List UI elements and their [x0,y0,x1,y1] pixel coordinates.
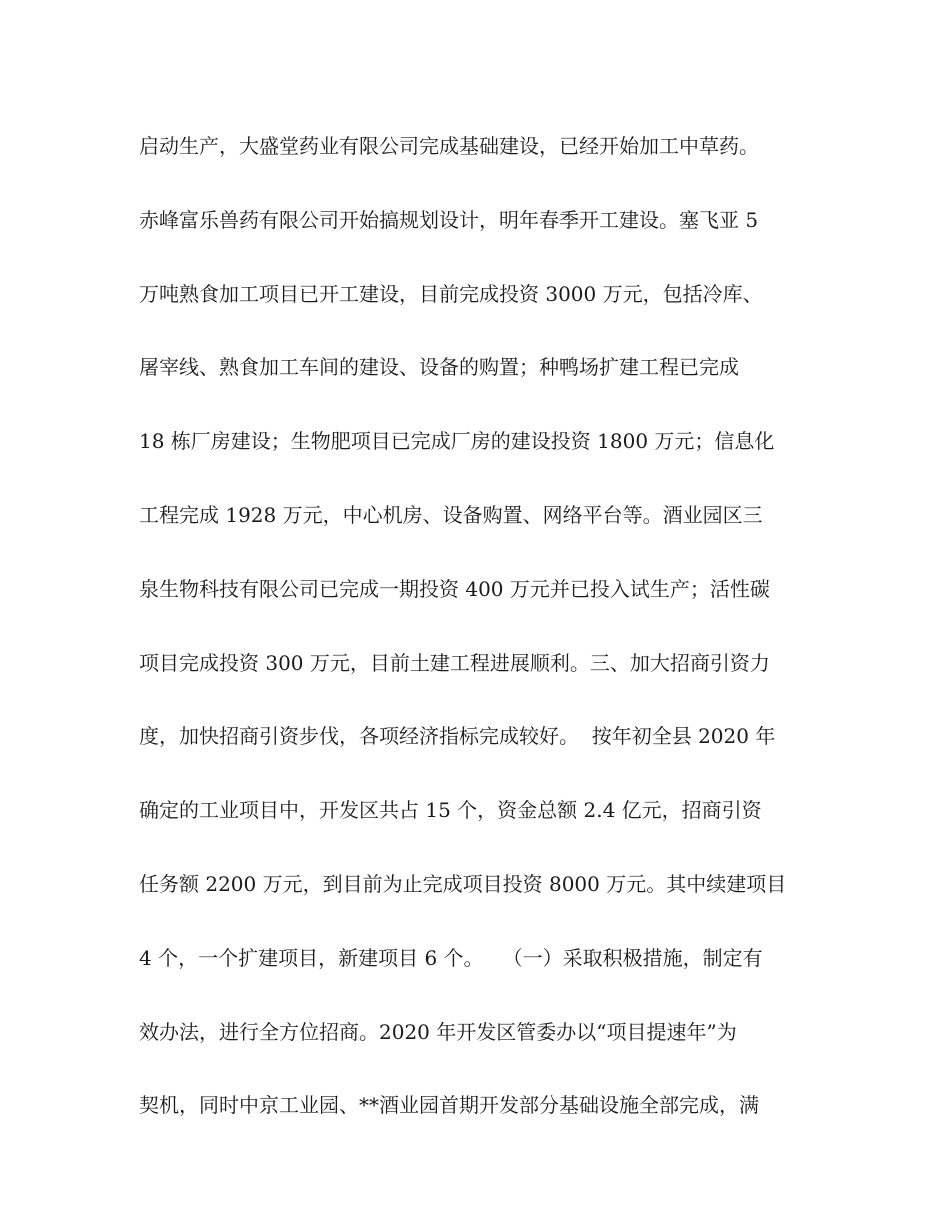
text-line-13: 效办法，进行全方位招商。2020 年开发区管委办以“项目提速年”为 [139,1019,737,1044]
text-line-3: 万吨熟食加工项目已开工建设，目前完成投资 3000 万元，包括冷库、 [139,281,763,306]
text-line-2: 赤峰富乐兽药有限公司开始搞规划设计，明年春季开工建设。塞飞亚 5 [139,207,759,232]
body-text [139,124,819,1157]
text-line-11: 任务额 2200 万元，到目前为止完成项目投资 8000 万元。其中续建项目 [139,871,787,896]
text-line-4: 屠宰线、熟食加工车间的建设、设备的购置；种鸭场扩建工程已完成 [139,355,739,380]
text-line-9: 度，加快招商引资步伐，各项经济指标完成较好。 按年初全县 2020 年 [139,724,776,749]
text-line-10: 确定的工业项目中，开发区共占 15 个，资金总额 2.4 亿元，招商引资 [139,798,762,823]
text-line-14: 契机，同时中京工业园、**酒业园首期开发部分基础设施全部完成，满 [139,1093,759,1118]
text-line-7: 泉生物科技有限公司已完成一期投资 400 万元并已投入试生产；活性碳 [139,576,770,601]
text-line-8: 项目完成投资 300 万元，目前土建工程进展顺利。三、加大招商引资力 [139,650,770,675]
text-line-12: 4 个，一个扩建项目，新建项目 6 个。 （一）采取积极措施，制定有 [139,945,763,970]
text-line-5: 18 栋厂房建设；生物肥项目已完成厂房的建设投资 1800 万元；信息化 [139,429,775,454]
text-line-6: 工程完成 1928 万元，中心机房、设备购置、网络平台等。酒业园区三 [139,502,763,527]
text-line-1: 启动生产，大盛堂药业有限公司完成基础建设，已经开始加工中草药。 [139,134,759,158]
